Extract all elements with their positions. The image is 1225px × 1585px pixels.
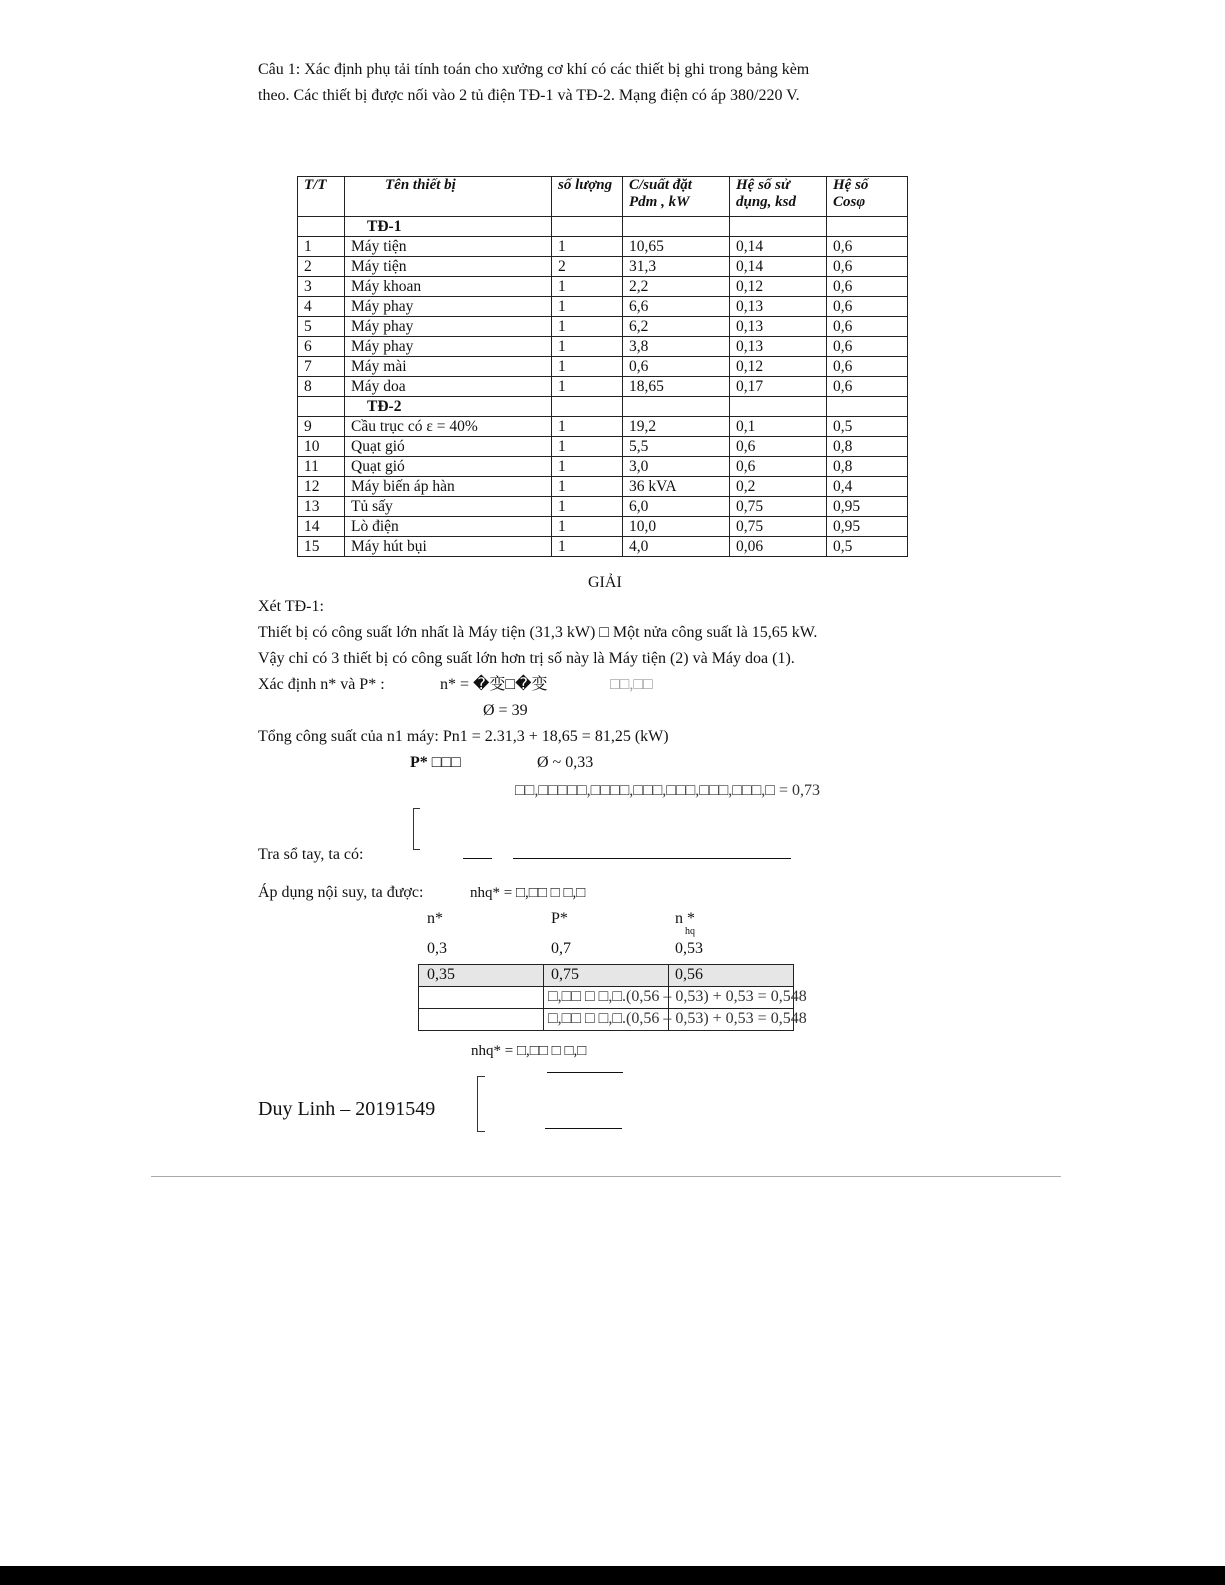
power-factor: 0,6: [827, 337, 908, 357]
table-row: [298, 377, 908, 397]
row-number: 5: [298, 317, 345, 337]
row-number: 6: [298, 337, 345, 357]
quantity: 1: [552, 517, 623, 537]
table-row: [298, 497, 908, 517]
rated-power: 5,5: [623, 437, 730, 457]
author-signature: Duy Linh – 20191549: [258, 1098, 436, 1120]
table-header-row: [298, 177, 908, 217]
header-power: C/suất đặt Pdm , kW: [623, 177, 730, 217]
usage-factor: 0,13: [730, 337, 827, 357]
equipment-table: [297, 176, 908, 557]
row-number: 10: [298, 437, 345, 457]
row-number: 12: [298, 477, 345, 497]
row-number: 13: [298, 497, 345, 517]
fraction-line: [545, 1128, 622, 1129]
n-star-value: Ø = 39: [483, 702, 528, 719]
interp-header-nhq: n *: [675, 910, 695, 927]
table-row: [298, 297, 908, 317]
row-number: 11: [298, 457, 345, 477]
device-name: Máy tiện: [345, 257, 552, 277]
usage-factor: 0,14: [730, 237, 827, 257]
quantity: 1: [552, 377, 623, 397]
fraction-line: [513, 858, 791, 859]
empty-cell: [827, 217, 908, 237]
p-star-value: Ø ~ 0,33: [537, 754, 594, 771]
usage-factor: 0,75: [730, 497, 827, 517]
para-max-device: Thiết bị có công suất lớn nhất là Máy tiện (31,3 kW) □ Một nửa công suất là 15,65 kW.: [258, 624, 818, 641]
problem-line-2: theo. Các thiết bị được nối vào 2 tủ điện TĐ-1 và TĐ-2. Mạng điện có áp 380/220 V.: [258, 87, 800, 104]
interp-r1-nhq: 0,53: [675, 940, 703, 957]
quantity: 1: [552, 237, 623, 257]
p-star-formula: P* □□□: [410, 754, 461, 771]
quantity: 1: [552, 297, 623, 317]
header-name: Tên thiết bị: [345, 177, 552, 217]
row-number: 7: [298, 357, 345, 377]
power-factor: 0,6: [827, 277, 908, 297]
device-name: Quạt gió: [345, 437, 552, 457]
usage-factor: 0,6: [730, 437, 827, 457]
header-cos: Hệ số Cosφ: [827, 177, 908, 217]
device-name: Máy mài: [345, 357, 552, 377]
rated-power: 19,2: [623, 417, 730, 437]
rated-power: 6,2: [623, 317, 730, 337]
quantity: 1: [552, 417, 623, 437]
empty-cell: [552, 397, 623, 417]
device-name: Tủ sấy: [345, 497, 552, 517]
rated-power: 6,6: [623, 297, 730, 317]
table-row: [298, 317, 908, 337]
interp-header-n: n*: [427, 910, 443, 927]
usage-factor: 0,75: [730, 517, 827, 537]
power-factor: 0,95: [827, 517, 908, 537]
interp-r2-nhq: 0,56: [675, 966, 703, 983]
table-row: [298, 337, 908, 357]
section-row: [298, 397, 908, 417]
para-count: Vậy chỉ có 3 thiết bị có công suất lớn hơn trị số này là Máy tiện (2) và Máy doa (1).: [258, 650, 795, 667]
rated-power: 2,2: [623, 277, 730, 297]
usage-factor: 0,17: [730, 377, 827, 397]
empty-cell: [623, 217, 730, 237]
rated-power: 18,65: [623, 377, 730, 397]
row-number: 8: [298, 377, 345, 397]
power-factor: 0,6: [827, 317, 908, 337]
fraction-line: [463, 858, 492, 859]
table-row: [298, 537, 908, 557]
row-number: 15: [298, 537, 345, 557]
header-qty: số lượng: [552, 177, 623, 217]
ksd-sum-formula: □□,□□□□□,□□□□,□□□,□□□,□□□,□□□,□ = 0,73: [515, 782, 820, 799]
interp-r1-p: 0,7: [551, 940, 571, 957]
nhq-formula-2: nhq* = □,□□ □ □,□: [471, 1043, 587, 1059]
rated-power: 0,6: [623, 357, 730, 377]
device-name: Lò điện: [345, 517, 552, 537]
usage-factor: 0,06: [730, 537, 827, 557]
interp-r2-p: 0,75: [551, 966, 579, 983]
row-number: 4: [298, 297, 345, 317]
header-tt: T/T: [298, 177, 345, 217]
power-factor: 0,95: [827, 497, 908, 517]
row-number: 1: [298, 237, 345, 257]
power-factor: 0,8: [827, 457, 908, 477]
usage-factor: 0,1: [730, 417, 827, 437]
section-name: TĐ-2: [345, 397, 552, 417]
device-name: Máy phay: [345, 337, 552, 357]
usage-factor: 0,12: [730, 357, 827, 377]
quantity: 1: [552, 277, 623, 297]
section-name: TĐ-1: [345, 217, 552, 237]
table-row: [298, 237, 908, 257]
tra-so-tay: Tra sổ tay, ta có:: [258, 846, 364, 863]
row-number: 3: [298, 277, 345, 297]
table-row: [298, 417, 908, 437]
xet-td1: Xét TĐ-1:: [258, 598, 324, 615]
quantity: 1: [552, 477, 623, 497]
quantity: 1: [552, 317, 623, 337]
interp-r2-n: 0,35: [427, 966, 455, 983]
nhq-formula-1: nhq* = □,□□ □ □,□: [470, 885, 586, 901]
quantity: 1: [552, 497, 623, 517]
device-name: Cầu trục có ε = 40%: [345, 417, 552, 437]
table-row: [298, 517, 908, 537]
device-name: Máy phay: [345, 317, 552, 337]
page-separator: [151, 1176, 1061, 1177]
fraction-line: [547, 1072, 623, 1073]
table-row: [298, 457, 908, 477]
rated-power: 36 kVA: [623, 477, 730, 497]
empty-cell: [730, 397, 827, 417]
n-star-fraction: □□,□□: [610, 676, 653, 693]
device-name: Máy doa: [345, 377, 552, 397]
power-factor: 0,6: [827, 237, 908, 257]
row-number: 9: [298, 417, 345, 437]
empty-cell: [827, 397, 908, 417]
device-name: Máy biến áp hàn: [345, 477, 552, 497]
device-name: Máy khoan: [345, 277, 552, 297]
giai-heading: GIẢI: [588, 574, 622, 591]
usage-factor: 0,13: [730, 297, 827, 317]
rated-power: 4,0: [623, 537, 730, 557]
device-name: Máy tiện: [345, 237, 552, 257]
quantity: 1: [552, 437, 623, 457]
quantity: 1: [552, 337, 623, 357]
usage-factor: 0,12: [730, 277, 827, 297]
device-name: Máy hút bụi: [345, 537, 552, 557]
table-row: [298, 357, 908, 377]
rated-power: 10,65: [623, 237, 730, 257]
bracket-icon: [477, 1076, 485, 1132]
power-factor: 0,5: [827, 417, 908, 437]
empty-cell: [298, 397, 345, 417]
empty-cell: [623, 397, 730, 417]
rated-power: 10,0: [623, 517, 730, 537]
table-row: [298, 437, 908, 457]
usage-factor: 0,13: [730, 317, 827, 337]
power-factor: 0,5: [827, 537, 908, 557]
quantity: 1: [552, 457, 623, 477]
quantity: 1: [552, 357, 623, 377]
usage-factor: 0,14: [730, 257, 827, 277]
quantity: 1: [552, 537, 623, 557]
section-row: [298, 217, 908, 237]
problem-line-1: Câu 1: Xác định phụ tải tính toán cho xưởng cơ khí có các thiết bị ghi trong bảng kèm: [258, 61, 810, 78]
rated-power: 3,8: [623, 337, 730, 357]
ap-dung-noi-suy: Áp dụng nội suy, ta được:: [258, 884, 424, 901]
bottom-bar: [0, 1566, 1225, 1585]
rated-power: 3,0: [623, 457, 730, 477]
para-determine: Xác định n* và P* :: [258, 676, 385, 693]
n-star-formula: n* = �变□�变: [440, 676, 548, 693]
calc-line-1: □,□□ □ □,□.(0,56 – 0,53) + 0,53 = 0,548: [548, 988, 807, 1005]
empty-cell: [552, 217, 623, 237]
interp-header-p: P*: [551, 910, 568, 927]
empty-cell: [298, 217, 345, 237]
table-row: [298, 477, 908, 497]
empty-cell: [730, 217, 827, 237]
usage-factor: 0,6: [730, 457, 827, 477]
row-number: 14: [298, 517, 345, 537]
usage-factor: 0,2: [730, 477, 827, 497]
device-name: Máy phay: [345, 297, 552, 317]
power-factor: 0,6: [827, 257, 908, 277]
hq-subscript: hq: [685, 926, 695, 937]
quantity: 2: [552, 257, 623, 277]
table-row: [298, 277, 908, 297]
brace-icon: [413, 808, 420, 850]
power-factor: 0,4: [827, 477, 908, 497]
table-row: [298, 257, 908, 277]
power-factor: 0,6: [827, 377, 908, 397]
para-total-power: Tổng công suất của n1 máy: Pn1 = 2.31,3 + 18,65 = 81,25 (kW): [258, 728, 669, 745]
rated-power: 31,3: [623, 257, 730, 277]
power-factor: 0,6: [827, 297, 908, 317]
header-ksd: Hệ số sử dụng, ksd: [730, 177, 827, 217]
rated-power: 6,0: [623, 497, 730, 517]
calc-line-2: □,□□ □ □,□.(0,56 – 0,53) + 0,53 = 0,548: [548, 1010, 807, 1027]
interp-r1-n: 0,3: [427, 940, 447, 957]
row-number: 2: [298, 257, 345, 277]
device-name: Quạt gió: [345, 457, 552, 477]
power-factor: 0,6: [827, 357, 908, 377]
power-factor: 0,8: [827, 437, 908, 457]
